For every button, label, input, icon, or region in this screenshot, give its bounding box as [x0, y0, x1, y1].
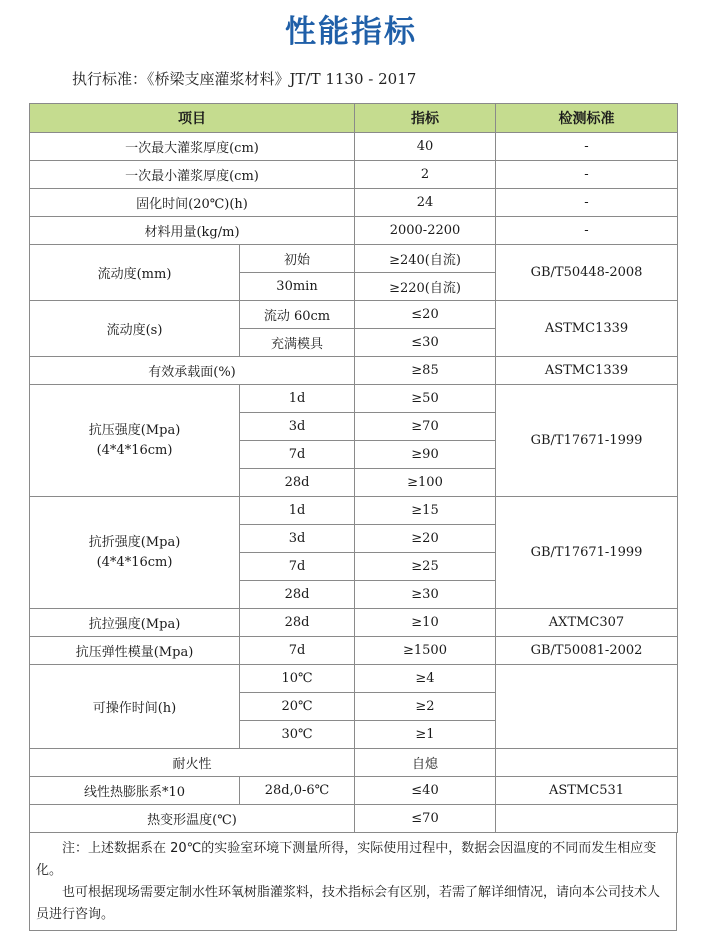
spec-table: [29, 103, 678, 833]
row-value: ≥70: [355, 413, 496, 441]
row-value: ≥25: [355, 553, 496, 581]
row-value: ≥50: [355, 385, 496, 413]
table-row: [30, 357, 678, 385]
row-item: 抗压弹性模量(Mpa): [30, 637, 240, 665]
row-method: GB/T17671-1999: [496, 385, 678, 497]
row-item: 热变形温度(℃): [30, 805, 355, 833]
row-condition: 30℃: [240, 721, 355, 749]
row-value: ≥240(自流): [355, 245, 496, 273]
row-value: 24: [355, 189, 496, 217]
header-method: 检测标准: [496, 104, 678, 133]
row-condition: 28d,0-6℃: [240, 777, 355, 805]
table-row: [30, 777, 678, 805]
table-row: [30, 665, 678, 693]
row-condition: 3d: [240, 525, 355, 553]
row-condition: 流动 60cm: [240, 301, 355, 329]
row-method: -: [496, 161, 678, 189]
row-condition: 1d: [240, 385, 355, 413]
row-method: ASTMC531: [496, 777, 678, 805]
row-method: -: [496, 217, 678, 245]
row-method: GB/T17671-1999: [496, 497, 678, 609]
row-item: 材料用量(kg/m): [30, 217, 355, 245]
table-header-row: [30, 104, 678, 133]
table-row: [30, 189, 678, 217]
row-method: ASTMC1339: [496, 357, 678, 385]
row-value: ≥85: [355, 357, 496, 385]
row-value: ≤70: [355, 805, 496, 833]
row-value: ≤30: [355, 329, 496, 357]
note-paragraph: 注：上述数据系在 20℃的实验室环境下测量所得，实际使用过程中，数据会因温度的不同而发生相应变化。: [36, 841, 657, 878]
row-condition: 20℃: [240, 693, 355, 721]
row-item: 抗拉强度(Mpa): [30, 609, 240, 637]
row-item: 固化时间(20℃)(h): [30, 189, 355, 217]
row-value: ≤20: [355, 301, 496, 329]
standard-reference: 执行标准：《桥梁支座灌浆材料》JT/T 1130 - 2017: [72, 70, 417, 88]
row-value: ≥15: [355, 497, 496, 525]
table-row: [30, 609, 678, 637]
row-value: ≥220(自流): [355, 273, 496, 301]
row-condition: 30min: [240, 273, 355, 301]
row-condition: 28d: [240, 609, 355, 637]
table-row: [30, 497, 678, 525]
row-item: 一次最大灌浆厚度(cm): [30, 133, 355, 161]
row-method: GB/T50448-2008: [496, 245, 678, 301]
row-value: ≥10: [355, 609, 496, 637]
row-item-line: 抗折强度(Mpa): [88, 534, 181, 550]
row-value: 40: [355, 133, 496, 161]
row-value: ≥1500: [355, 637, 496, 665]
row-item: [30, 497, 240, 609]
row-item: 流动度(mm): [30, 245, 240, 301]
row-value: ≤40: [355, 777, 496, 805]
table-row: [30, 805, 678, 833]
note-paragraph: 也可根据现场需要定制水性环氧树脂灌浆料，技术指标会有区别，若需了解详细情况，请向本公司技术人员进行咨询。: [36, 885, 661, 922]
row-value: ≥100: [355, 469, 496, 497]
row-condition: 7d: [240, 553, 355, 581]
header-item: 项目: [30, 104, 355, 133]
row-item: 一次最小灌浆厚度(cm): [30, 161, 355, 189]
row-method: AXTMC307: [496, 609, 678, 637]
row-condition: 1d: [240, 497, 355, 525]
table-row: [30, 217, 678, 245]
page-title: 性能指标: [285, 14, 417, 50]
row-value: 2: [355, 161, 496, 189]
row-condition: 10℃: [240, 665, 355, 693]
row-item-line: (4*4*16cm): [96, 442, 173, 458]
row-condition: 28d: [240, 581, 355, 609]
row-method: -: [496, 189, 678, 217]
row-value: 2000-2200: [355, 217, 496, 245]
table-row: [30, 301, 678, 329]
row-value: ≥30: [355, 581, 496, 609]
row-value: ≥4: [355, 665, 496, 693]
row-method: -: [496, 133, 678, 161]
table-row: [30, 385, 678, 413]
notes-box: [29, 832, 677, 931]
row-method: GB/T50081-2002: [496, 637, 678, 665]
row-method: [496, 665, 678, 749]
row-item-line: (4*4*16cm): [96, 554, 173, 570]
row-method: ASTMC1339: [496, 301, 678, 357]
table-row: [30, 133, 678, 161]
row-item: 流动度(s): [30, 301, 240, 357]
row-value: ≥20: [355, 525, 496, 553]
table-row: [30, 245, 678, 273]
row-condition: 28d: [240, 469, 355, 497]
row-item: 线性热膨胀系*10: [30, 777, 240, 805]
row-item: [30, 385, 240, 497]
row-condition: 3d: [240, 413, 355, 441]
row-value: 自熄: [355, 749, 496, 777]
row-value: ≥2: [355, 693, 496, 721]
row-item: 有效承载面(%): [30, 357, 355, 385]
table-row: [30, 637, 678, 665]
row-condition: 7d: [240, 637, 355, 665]
header-value: 指标: [355, 104, 496, 133]
row-method: [496, 749, 678, 777]
row-item: 耐火性: [30, 749, 355, 777]
row-method: [496, 805, 678, 833]
table-row: [30, 749, 678, 777]
row-condition: 7d: [240, 441, 355, 469]
row-item-line: 抗压强度(Mpa): [88, 422, 181, 438]
row-item: 可操作时间(h): [30, 665, 240, 749]
row-value: ≥90: [355, 441, 496, 469]
row-condition: 初始: [240, 245, 355, 273]
table-row: [30, 161, 678, 189]
row-condition: 充满模具: [240, 329, 355, 357]
row-value: ≥1: [355, 721, 496, 749]
